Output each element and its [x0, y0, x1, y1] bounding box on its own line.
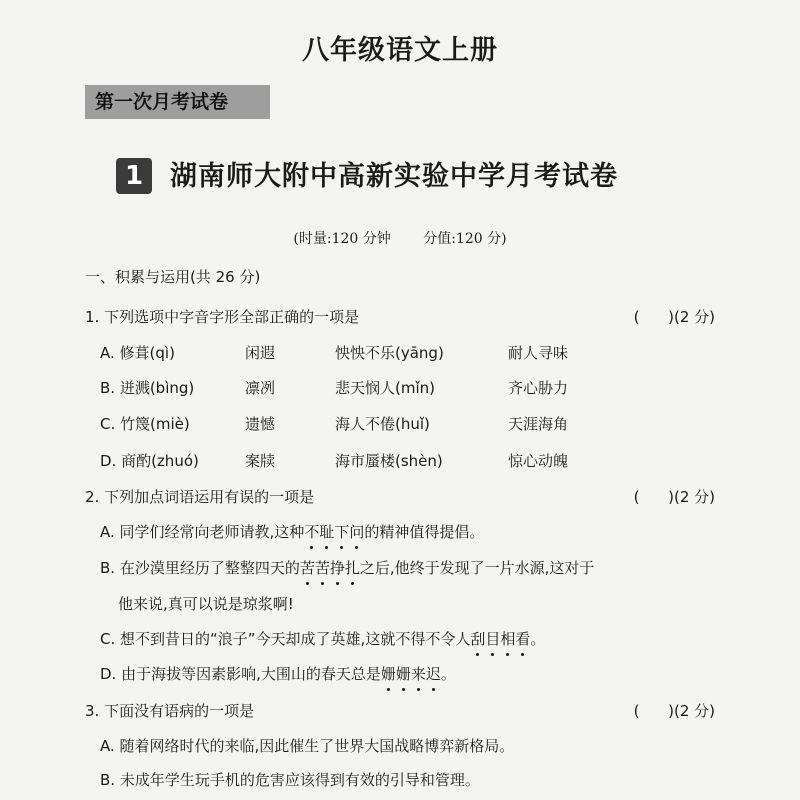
question-1-marker: ( )(2 分): [633, 308, 715, 326]
emphasis-char: 问: [349, 523, 365, 541]
q2-option-b: [100, 557, 594, 578]
exam-score: 分值:120 分): [423, 231, 507, 247]
q3-option-a: A. 随着网络时代的来临,因此催生了世界大国战略博弈新格局。: [100, 737, 515, 755]
q1-a-col3: 怏怏不乐(yāng): [335, 344, 444, 362]
emphasis-char: 来: [410, 665, 426, 683]
q2-a-text: A. 同学们经常向老师请教,这种: [100, 523, 305, 541]
emphasis-char: 下: [334, 523, 350, 541]
q1-c-col4: 天涯海角: [508, 415, 569, 433]
q2-d-text: D. 由于海拔等因素影响,大围山的春天总是: [100, 665, 381, 683]
emphasis-char: 刮: [470, 630, 486, 648]
q2-b-dotted: [300, 559, 360, 577]
q1-d-col3: 海市蜃楼(shèn): [335, 452, 443, 470]
question-2-stem: 2. 下列加点词语运用有误的一项是: [85, 488, 315, 506]
question-3-stem: 3. 下面没有语病的一项是: [85, 702, 255, 720]
q2-b-tail: 之后,他终于发现了一片水源,这对于: [359, 559, 595, 577]
q2-option-d: [100, 663, 456, 684]
section-banner: 第一次月考试卷: [85, 85, 270, 119]
q1-a-col1: A. 修葺(qì): [100, 344, 175, 362]
emphasis-char: 苦: [314, 559, 330, 577]
emphasis-char: 苦: [299, 559, 315, 577]
question-2: [85, 486, 715, 507]
emphasis-char: 姗: [395, 665, 411, 683]
q1-d-col4: 惊心动魄: [508, 452, 569, 470]
book-title: 八年级语文上册: [302, 35, 498, 66]
question-1-stem: 1. 下列选项中字音字形全部正确的一项是: [85, 308, 360, 326]
q2-a-tail: 的精神值得提倡。: [364, 523, 485, 541]
q2-c-dotted: [470, 630, 530, 648]
q1-b-col4: 齐心胁力: [508, 379, 569, 397]
q2-a-dotted: [304, 523, 364, 541]
q2-option-c: [100, 628, 545, 649]
emphasis-char: 迟: [425, 665, 441, 683]
question-3-marker: ( )(2 分): [633, 702, 715, 720]
exam-title: 湖南师大附中高新实验中学月考试卷: [170, 161, 618, 192]
emphasis-char: 姗: [380, 665, 396, 683]
exam-meta: [0, 228, 800, 248]
question-2-marker: ( )(2 分): [633, 488, 715, 506]
q1-c-col3: 海人不倦(huǐ): [335, 415, 430, 433]
exam-number-badge: 1: [116, 158, 152, 194]
q3-option-b: B. 未成年学生玩手机的危害应该得到有效的引导和管理。: [100, 771, 480, 789]
part-heading: 一、积累与运用(共 26 分): [85, 268, 261, 286]
q1-a-col2: 闲遐: [245, 344, 276, 362]
q2-d-tail: 。: [440, 665, 456, 683]
q2-option-a: [100, 521, 484, 542]
q1-c-col2: 遗憾: [245, 415, 276, 433]
q2-b-text: B. 在沙漠里经历了整整四天的: [100, 559, 300, 577]
q1-b-col1: B. 迸溅(bìng): [100, 379, 195, 397]
emphasis-char: 扎: [344, 559, 360, 577]
exam-time: (时量:120 分钟: [293, 231, 391, 247]
emphasis-char: 不: [304, 523, 320, 541]
question-3: [85, 700, 715, 721]
q2-option-b-cont: 他来说,真可以说是琼浆啊!: [118, 595, 294, 613]
q1-a-col4: 耐人寻味: [508, 344, 569, 362]
q1-b-col2: 凛冽: [245, 379, 276, 397]
emphasis-char: 相: [500, 630, 516, 648]
q1-b-col3: 悲天悯人(mǐn): [335, 379, 435, 397]
emphasis-char: 看: [515, 630, 531, 648]
q2-c-text: C. 想不到昔日的“浪子”今天却成了英雄,这就不得不令人: [100, 630, 471, 648]
q1-d-col1: D. 商酌(zhuó): [100, 452, 199, 470]
q1-d-col2: 案牍: [245, 452, 276, 470]
emphasis-char: 耻: [319, 523, 335, 541]
q1-c-col1: C. 竹篾(miè): [100, 415, 190, 433]
q2-c-tail: 。: [530, 630, 546, 648]
q2-d-dotted: [381, 665, 441, 683]
question-1: [85, 306, 715, 327]
emphasis-char: 挣: [329, 559, 345, 577]
emphasis-char: 目: [485, 630, 501, 648]
